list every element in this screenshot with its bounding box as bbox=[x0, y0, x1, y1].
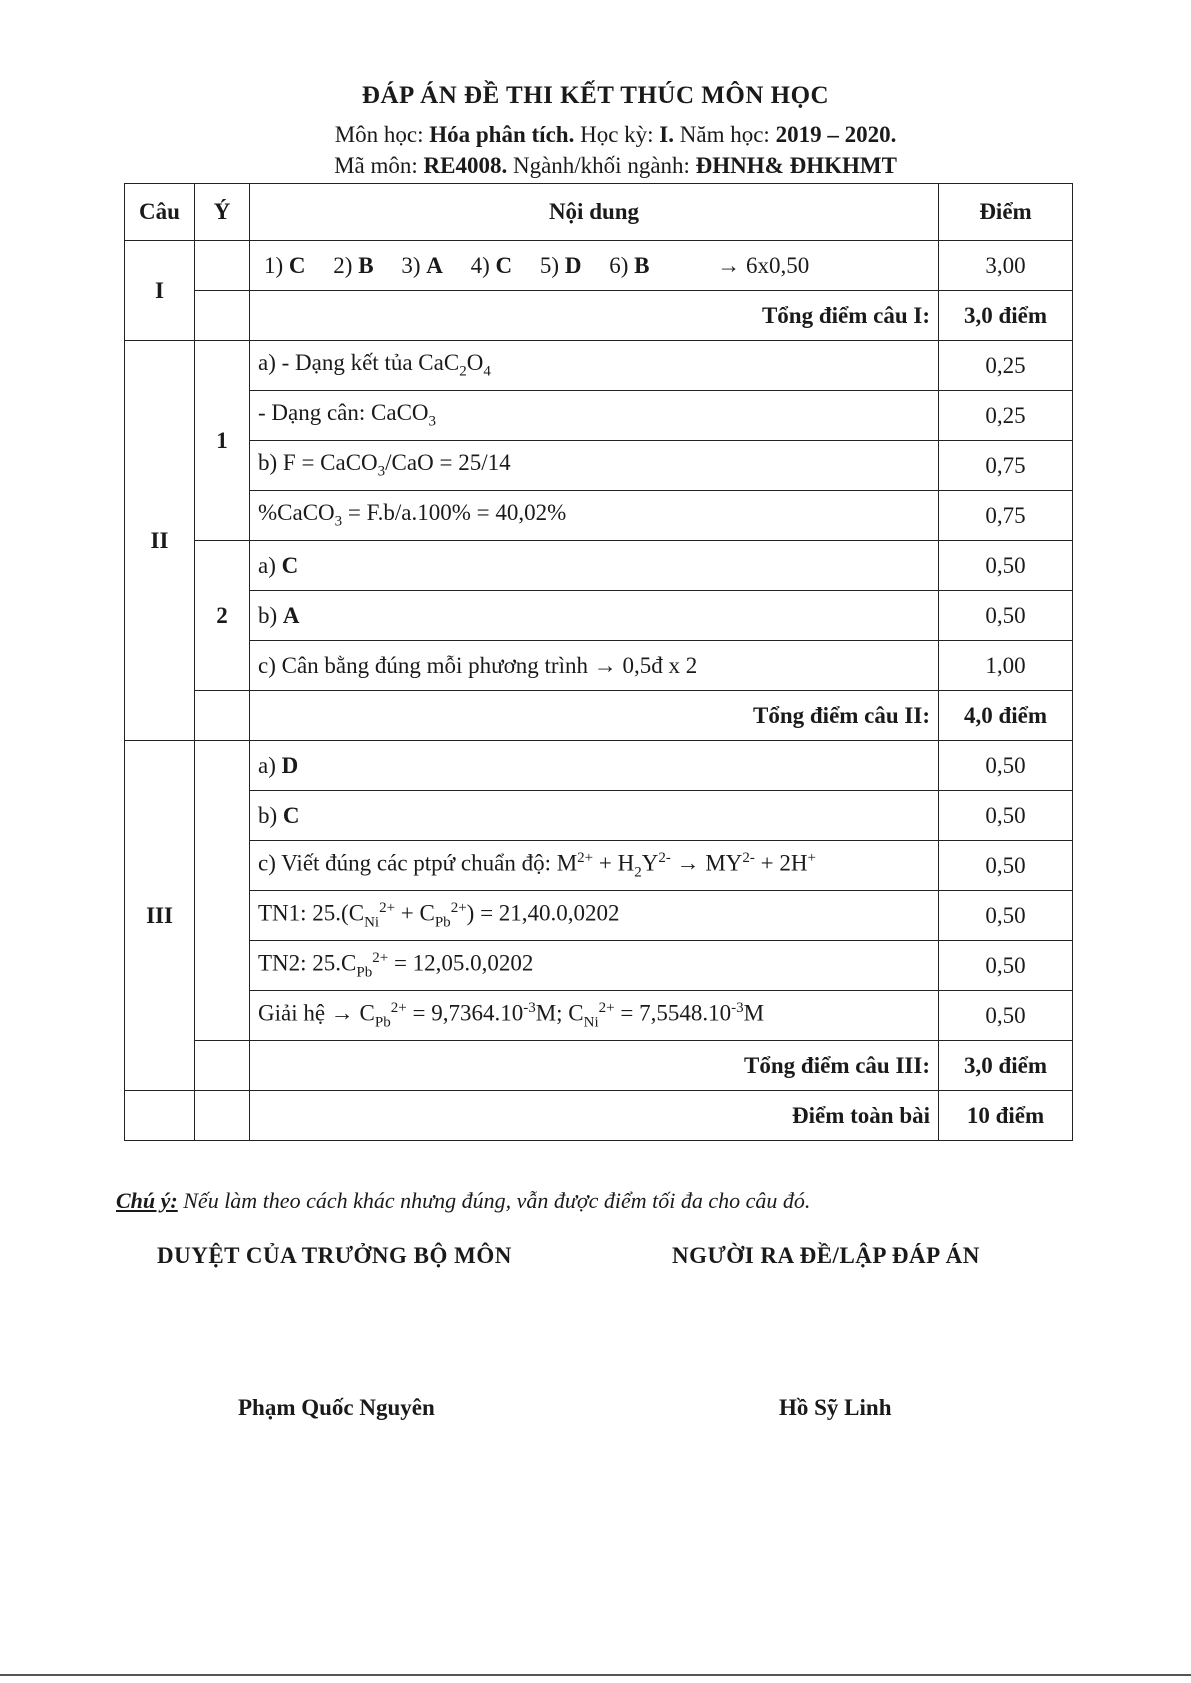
table-row bbox=[125, 991, 1073, 1041]
sub-label bbox=[195, 241, 250, 291]
total-score: 3,0 điểm bbox=[939, 1041, 1073, 1091]
content-text: /CaO = 25/14 bbox=[385, 450, 511, 476]
year-label: Năm học: bbox=[679, 122, 770, 147]
table-row bbox=[125, 241, 1073, 291]
content-cell: Giải hệ → $C_{Pb}^{2+} = 9,7364.10^{-3}M$; $C_{Ni}^{2+} = 7,5548.10^{-3}M$ bbox=[250, 991, 939, 1041]
content-cell bbox=[250, 591, 939, 641]
table-header-row bbox=[125, 184, 1073, 241]
score-cell: 0,50 bbox=[939, 991, 1073, 1041]
score-cell: 3,00 bbox=[939, 241, 1073, 291]
subject-label: Môn học: bbox=[334, 122, 424, 147]
page-bottom-rule bbox=[0, 1674, 1191, 1676]
score-cell: 0,25 bbox=[939, 341, 1073, 391]
answer-num: 2) bbox=[333, 252, 353, 278]
content-cell: - Dạng cân: CaCO$_3$ bbox=[250, 391, 939, 441]
content-text: - Dạng cân: CaCO bbox=[258, 400, 429, 426]
semester-value: I. bbox=[659, 122, 674, 147]
answer-choice: C bbox=[282, 802, 300, 828]
answer-weight: → 6x0,50 bbox=[717, 252, 810, 278]
major-value: ĐHNH& ĐHKHMT bbox=[695, 153, 897, 178]
content-text: = 9,7364.10 bbox=[406, 1000, 524, 1026]
total-label: Tổng điểm câu I: bbox=[250, 291, 939, 341]
total-row bbox=[125, 1041, 1073, 1091]
empty-cell bbox=[195, 1091, 250, 1141]
answer-choice: C bbox=[288, 252, 306, 278]
table-row bbox=[125, 591, 1073, 641]
content-text: b) F = CaCO bbox=[258, 450, 378, 476]
content-text: M; C bbox=[535, 1000, 584, 1026]
code-value: RE4008. bbox=[423, 153, 508, 178]
content-text: TN1: 25.(C bbox=[258, 900, 365, 926]
question-label: II bbox=[125, 341, 195, 741]
content-text: = 12,05.0,0202 bbox=[388, 950, 534, 976]
author-heading: NGƯỜI RA ĐỀ/LẬP ĐÁP ÁN bbox=[672, 1243, 980, 1268]
content-text: a) bbox=[258, 752, 276, 778]
grand-total-row bbox=[125, 1091, 1073, 1141]
grand-total-label: Điểm toàn bài bbox=[250, 1091, 939, 1141]
score-cell: 0,50 bbox=[939, 741, 1073, 791]
q1-answers bbox=[250, 241, 939, 291]
content-text: %CaCO bbox=[258, 500, 335, 526]
score-cell: 0,50 bbox=[939, 891, 1073, 941]
content-cell: c) Viết đúng các ptpứ chuẩn độ: $M^{2+} + H_2Y^{2-} \to MY^{2-} + 2H^+$ bbox=[250, 841, 939, 891]
content-cell: c) Cân bằng đúng mỗi phương trình → 0,5đ x 2 bbox=[250, 641, 939, 691]
approver-name: Phạm Quốc Nguyên bbox=[238, 1395, 435, 1420]
approver-heading: DUYỆT CỦA TRƯỞNG BỘ MÔN bbox=[157, 1243, 512, 1268]
table-row bbox=[125, 891, 1073, 941]
answer-choice: A bbox=[426, 252, 443, 278]
footnote-label: Chú ý: bbox=[116, 1188, 178, 1213]
semester-label: Học kỳ: bbox=[580, 122, 654, 147]
score-cell: 0,50 bbox=[939, 791, 1073, 841]
sub-label bbox=[195, 1041, 250, 1091]
content-cell: TN2: $25.C_{Pb}^{2+} = 12,05.0,0202$ bbox=[250, 941, 939, 991]
content-cell: TN1: $25.(C_{Ni}^{2+} + C_{Pb}^{2+}) = 21,40.0,0202$ bbox=[250, 891, 939, 941]
answer-num: 3) bbox=[401, 252, 421, 278]
sub-label bbox=[195, 691, 250, 741]
score-cell: 1,00 bbox=[939, 641, 1073, 691]
score-cell: 0,75 bbox=[939, 491, 1073, 541]
content-text: = 7,5548.10 bbox=[614, 1000, 732, 1026]
answer-choice: C bbox=[495, 252, 513, 278]
answer-choice: C bbox=[281, 552, 299, 578]
content-text: b) bbox=[258, 602, 278, 628]
content-text: = F.b/a.100% = 40,02% bbox=[342, 500, 567, 526]
header-y: Ý bbox=[195, 184, 250, 241]
answer-num: 4) bbox=[470, 252, 490, 278]
header-cau: Câu bbox=[125, 184, 195, 241]
question-label: I bbox=[125, 241, 195, 341]
table-row bbox=[125, 641, 1073, 691]
question-label: III bbox=[125, 741, 195, 1091]
table-row bbox=[125, 791, 1073, 841]
author-name: Hồ Sỹ Linh bbox=[779, 1395, 892, 1420]
total-label: Tổng điểm câu III: bbox=[250, 1041, 939, 1091]
content-text: a) - Dạng kết tủa CaC bbox=[258, 350, 460, 376]
score-cell: 0,75 bbox=[939, 441, 1073, 491]
content-text: a) bbox=[258, 552, 276, 578]
answer-choice: B bbox=[358, 252, 374, 278]
table-row bbox=[125, 491, 1073, 541]
content-text: c) Viết đúng các ptpứ chuẩn độ: M bbox=[258, 850, 578, 876]
table-row bbox=[125, 341, 1073, 391]
answer-num: 5) bbox=[539, 252, 560, 278]
answer-num: 1) bbox=[264, 252, 284, 278]
content-text: M bbox=[743, 1000, 765, 1026]
content-cell: a) - Dạng kết tủa $CaC_2O_4$ bbox=[250, 341, 939, 391]
footnote bbox=[116, 1188, 810, 1214]
code-label: Mã môn: bbox=[334, 153, 418, 178]
total-score: 3,0 điểm bbox=[939, 291, 1073, 341]
total-row bbox=[125, 291, 1073, 341]
content-text: TN2: 25.C bbox=[258, 950, 357, 976]
answer-table bbox=[124, 183, 1073, 1141]
content-cell: b) F = CaCO$_3$/CaO = 25/14 bbox=[250, 441, 939, 491]
content-cell bbox=[250, 741, 939, 791]
answer-choice: A bbox=[282, 602, 300, 628]
subject-line bbox=[20, 122, 1191, 148]
answer-choice: D bbox=[281, 752, 299, 778]
major-label: Ngành/khối ngành: bbox=[512, 153, 690, 178]
content-text: b) bbox=[258, 802, 278, 828]
table-row bbox=[125, 441, 1073, 491]
content-cell: %CaCO$_3$ = F.b/a.100% = 40,02% bbox=[250, 491, 939, 541]
total-row bbox=[125, 691, 1073, 741]
answer-num: 6) bbox=[609, 252, 629, 278]
content-cell bbox=[250, 541, 939, 591]
content-cell bbox=[250, 791, 939, 841]
footnote-text: Nếu làm theo cách khác nhưng đúng, vẫn được điểm tối đa cho câu đó. bbox=[177, 1188, 811, 1213]
header-diem: Điểm bbox=[939, 184, 1073, 241]
grand-total-score: 10 điểm bbox=[939, 1091, 1073, 1141]
content-text: Giải hệ → C bbox=[258, 1000, 375, 1026]
score-cell: 0,50 bbox=[939, 541, 1073, 591]
empty-cell bbox=[125, 1091, 195, 1141]
score-cell: 0,50 bbox=[939, 841, 1073, 891]
table-row bbox=[125, 841, 1073, 891]
total-score: 4,0 điểm bbox=[939, 691, 1073, 741]
sub-label: 2 bbox=[195, 541, 250, 691]
sub-label bbox=[195, 741, 250, 1041]
table-row bbox=[125, 941, 1073, 991]
table-row bbox=[125, 541, 1073, 591]
table-row bbox=[125, 391, 1073, 441]
subject-value: Hóa phân tích. bbox=[429, 122, 575, 147]
sub-label: 1 bbox=[195, 341, 250, 541]
code-line bbox=[20, 153, 1191, 179]
score-cell: 0,50 bbox=[939, 941, 1073, 991]
content-text: ) = 21,40.0,0202 bbox=[466, 900, 620, 926]
page-title: ĐÁP ÁN ĐỀ THI KẾT THÚC MÔN HỌC bbox=[361, 82, 830, 109]
sub-label bbox=[195, 291, 250, 341]
answer-choice: D bbox=[564, 252, 582, 278]
score-cell: 0,50 bbox=[939, 591, 1073, 641]
total-label: Tổng điểm câu II: bbox=[250, 691, 939, 741]
header-noi-dung: Nội dung bbox=[250, 184, 939, 241]
table-row bbox=[125, 741, 1073, 791]
score-cell: 0,25 bbox=[939, 391, 1073, 441]
year-value: 2019 – 2020. bbox=[775, 122, 897, 147]
answer-choice: B bbox=[634, 252, 650, 278]
